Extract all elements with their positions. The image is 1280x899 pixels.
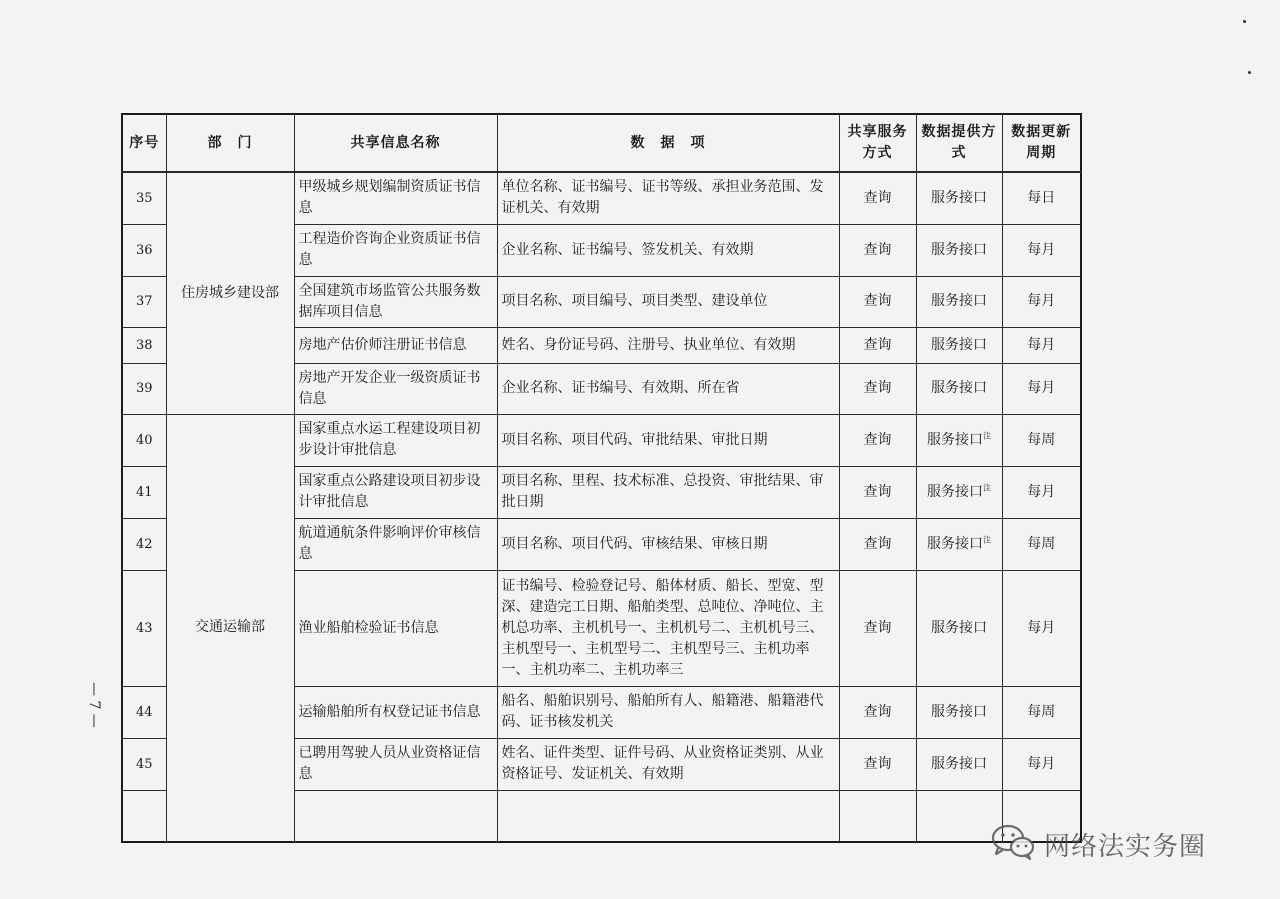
header-department: 部 门: [166, 114, 294, 172]
update-cycle: 每月: [1002, 570, 1081, 686]
table-header-row: [122, 114, 1081, 172]
provide-mode: [916, 570, 1002, 686]
provide-mode: [916, 224, 1002, 276]
footnote-mark: 注: [983, 482, 991, 492]
service-mode: 查询: [839, 363, 916, 414]
row-no: [122, 790, 166, 842]
update-cycle: 每月: [1002, 738, 1081, 790]
update-cycle: 每月: [1002, 276, 1081, 327]
provide-mode: [916, 172, 1002, 224]
update-cycle: 每周: [1002, 518, 1081, 570]
provide-mode: [916, 466, 1002, 518]
provide-mode: [916, 518, 1002, 570]
row-no: 38: [122, 327, 166, 363]
row-no: 42: [122, 518, 166, 570]
footnote-mark: 注: [983, 534, 991, 544]
provide-mode: [916, 276, 1002, 327]
provide-text: 服务接口: [931, 189, 987, 206]
row-no: 43: [122, 570, 166, 686]
info-name: 房地产估价师注册证书信息: [294, 327, 497, 363]
service-mode: 查询: [839, 738, 916, 790]
header-no: 序号: [122, 114, 166, 172]
info-name: 全国建筑市场监管公共服务数据库项目信息: [294, 276, 497, 327]
provide-text: 服务接口: [931, 619, 987, 636]
service-mode: 查询: [839, 224, 916, 276]
watermark-text: 网络法实务圈: [1044, 831, 1207, 862]
provide-text: 服务接口: [931, 380, 987, 396]
row-no: 40: [122, 414, 166, 466]
watermark: [990, 822, 1206, 866]
row-no: 45: [122, 738, 166, 790]
row-no: 41: [122, 466, 166, 518]
service-mode: 查询: [839, 466, 916, 518]
data-items: 项目名称、项目代码、审核结果、审核日期: [497, 518, 839, 570]
info-name: 航道通航条件影响评价审核信息: [294, 518, 497, 570]
page-number: — 7 —: [86, 682, 102, 728]
info-name: 运输船舶所有权登记证书信息: [294, 686, 497, 738]
provide-mode: [916, 686, 1002, 738]
data-items: 项目名称、里程、技术标准、总投资、审批结果、审批日期: [497, 466, 839, 518]
data-items: [497, 790, 839, 842]
provide-mode: [916, 327, 1002, 363]
department-cell: 住房城乡建设部: [166, 172, 294, 414]
department-cell: 交通运输部: [166, 414, 294, 842]
row-no: 39: [122, 363, 166, 414]
header-info-name: 共享信息名称: [294, 114, 497, 172]
info-name: [294, 790, 497, 842]
data-items: 企业名称、证书编号、有效期、所在省: [497, 363, 839, 414]
row-no: 35: [122, 172, 166, 224]
footnote-mark: 注: [983, 430, 991, 440]
scan-speck: [1248, 71, 1251, 74]
provide-mode: [916, 414, 1002, 466]
update-cycle: 每月: [1002, 466, 1081, 518]
service-mode: 查询: [839, 518, 916, 570]
data-items: 单位名称、证书编号、证书等级、承担业务范围、发证机关、有效期: [497, 172, 839, 224]
service-mode: 查询: [839, 414, 916, 466]
update-cycle: 每周: [1002, 414, 1081, 466]
data-items: 船名、船舶识别号、船舶所有人、船籍港、船籍港代码、证书核发机关: [497, 686, 839, 738]
header-data-items: 数 据 项: [497, 114, 839, 172]
update-cycle: 每月: [1002, 327, 1081, 363]
info-name: 国家重点水运工程建设项目初步设计审批信息: [294, 414, 497, 466]
provide-text: 服务接口: [931, 336, 987, 353]
update-cycle: 每月: [1002, 224, 1081, 276]
service-mode: 查询: [839, 172, 916, 224]
header-update-cycle: 数据更新周期: [1002, 114, 1081, 172]
info-name: 渔业船舶检验证书信息: [294, 570, 497, 686]
service-mode: 查询: [839, 686, 916, 738]
data-items: 姓名、身份证号码、注册号、执业单位、有效期: [497, 327, 839, 363]
data-items: 企业名称、证书编号、签发机关、有效期: [497, 224, 839, 276]
data-items: 证书编号、检验登记号、船体材质、船长、型宽、型深、建造完工日期、船舶类型、总吨位、净吨位、主机总功率、主机机号一、主机机号二、主机机号三、主机型号一、主机型号二、主机型号三、主机功率一、主机功率二、主机功率三: [497, 570, 839, 686]
info-name: 甲级城乡规划编制资质证书信息: [294, 172, 497, 224]
row-no: 36: [122, 224, 166, 276]
update-cycle: 每日: [1002, 172, 1081, 224]
table-row: [122, 414, 1081, 466]
service-mode: 查询: [839, 276, 916, 327]
row-no: 44: [122, 686, 166, 738]
provide-text: 服务接口: [927, 483, 983, 500]
data-items: 项目名称、项目代码、审批结果、审批日期: [497, 414, 839, 466]
info-name: 已聘用驾驶人员从业资格证信息: [294, 738, 497, 790]
shared-info-table: [121, 113, 1082, 843]
update-cycle: 每月: [1002, 363, 1081, 414]
provide-text: 服务接口: [931, 241, 987, 258]
scan-speck: [1243, 20, 1246, 23]
provide-text: 服务接口: [927, 431, 983, 448]
info-name: 国家重点公路建设项目初步设计审批信息: [294, 466, 497, 518]
provide-mode: [916, 363, 1002, 414]
service-mode: 查询: [839, 327, 916, 363]
table-row: [122, 172, 1081, 224]
row-no: 37: [122, 276, 166, 327]
header-service-mode: 共享服务方式: [839, 114, 916, 172]
provide-mode: [916, 738, 1002, 790]
service-mode: 查询: [839, 570, 916, 686]
provide-text: 服务接口: [927, 535, 983, 552]
wechat-icon: [990, 822, 1036, 866]
update-cycle: 每周: [1002, 686, 1081, 738]
provide-text: 服务接口: [931, 703, 987, 720]
info-name: 工程造价咨询企业资质证书信息: [294, 224, 497, 276]
data-items: 姓名、证件类型、证件号码、从业资格证类别、从业资格证号、发证机关、有效期: [497, 738, 839, 790]
header-provide-mode: 数据提供方式: [916, 114, 1002, 172]
info-name: 房地产开发企业一级资质证书信息: [294, 363, 497, 414]
provide-text: 服务接口: [931, 293, 987, 309]
provide-text: 服务接口: [931, 755, 987, 772]
data-items: 项目名称、项目编号、项目类型、建设单位: [497, 276, 839, 327]
service-mode: [839, 790, 916, 842]
